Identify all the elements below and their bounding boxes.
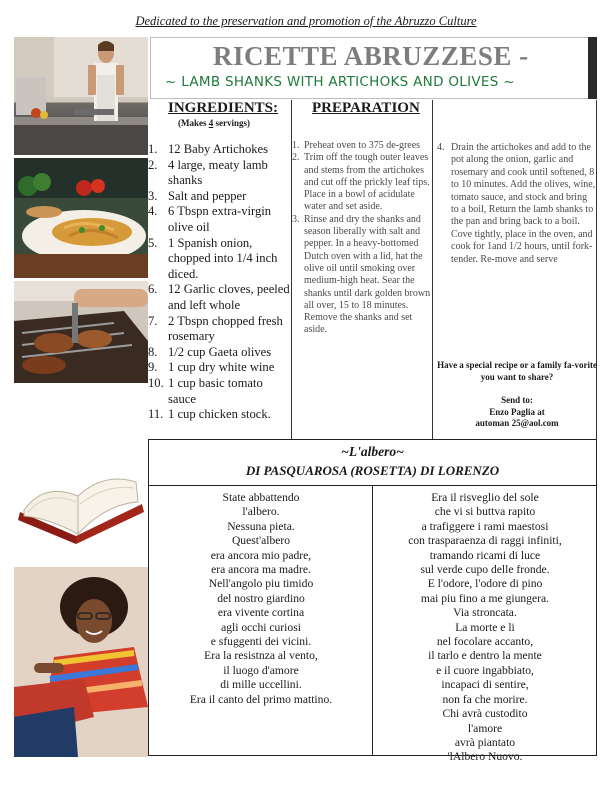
poem-line: mai piu fino a me giungera. xyxy=(420,591,550,605)
poem-line: tramando ricami di luce xyxy=(429,548,541,562)
grilling-meat-photo xyxy=(14,281,148,383)
list-item: 4. 6 Tbspn extra-virgin olive oil xyxy=(148,204,272,234)
poem-title: ~L'albero~ xyxy=(341,444,404,459)
poem-line: Era la resistnza al vento, xyxy=(204,649,318,663)
poem-header xyxy=(148,439,597,486)
poem-left-column xyxy=(152,491,370,707)
servings-note xyxy=(178,118,250,128)
pasta-dish-photo xyxy=(14,158,148,278)
preparation-continued xyxy=(437,142,597,266)
poem-line: l'albero. xyxy=(242,505,280,519)
dedication-line: Dedicated to the preservation and promotion of the Abruzzo Culture xyxy=(135,14,477,28)
decorative-bar xyxy=(588,37,597,99)
list-item: 5. 1 Spanish onion, chopped into 1/4 inch diced. xyxy=(148,235,278,281)
poem-line: era ancora mio padre, xyxy=(210,548,312,562)
poem-line: con trasparaenza di raggi infiniti, xyxy=(408,534,562,548)
poem-line: Era il canto del primo mattino. xyxy=(189,692,333,706)
preparation-column xyxy=(292,100,432,438)
poem-line: Era il risveglio del sole xyxy=(431,491,539,504)
list-item: 3. Salt and pepper xyxy=(148,188,247,203)
list-item: 1. 12 Baby Artichokes xyxy=(148,142,269,156)
poem-line: sul verde cupo delle fronde. xyxy=(420,563,550,577)
ingredients-heading: INGREDIENTS: xyxy=(168,100,279,116)
poem-line: del nostro giardino xyxy=(217,591,305,605)
preparation-heading: PREPARATION xyxy=(312,100,420,116)
poem-line: il tarlo e dentro la mente xyxy=(428,649,542,663)
send-to-label: Send to: xyxy=(501,395,533,405)
poem-right-column xyxy=(375,491,595,765)
poem-line: di mille uccellini. xyxy=(220,678,302,692)
poem-line: e il cuore ingabbiato, xyxy=(436,663,534,677)
poem-line: non fa che morire. xyxy=(442,692,528,706)
list-item: 11. 1 cup chicken stock. xyxy=(148,407,271,422)
poem-line: nel focolare accanto, xyxy=(436,635,534,649)
woman-reading-photo xyxy=(14,567,148,757)
preparation-steps xyxy=(292,140,432,337)
column-divider xyxy=(432,100,433,439)
poem-line: 'lAlbero Nuovo. xyxy=(447,750,523,764)
servings-prefix: (Makes xyxy=(178,118,209,128)
poem-line: l'amore xyxy=(467,721,503,735)
list-item: 6. 12 Garlic cloves, peeled and left whole xyxy=(148,282,290,312)
list-item: 7. 2 Tbspn chopped fresh rosemary xyxy=(148,313,283,344)
poem-line: Quest'albero xyxy=(231,534,291,548)
poem-divider xyxy=(372,486,373,756)
share-recipe-note xyxy=(437,360,597,430)
poem-line: il luogo d'amore xyxy=(223,663,299,677)
poem-line: incapaci di sentire, xyxy=(441,678,529,692)
list-item: 2. Trim off the tough outer leaves and stems from the artichokes and cut off the prickly leaf tips. Place in a bowl of acidulate water and set aside. xyxy=(292,152,430,213)
title-banner xyxy=(150,37,597,99)
list-item: 2. 4 large, meaty lamb shanks xyxy=(148,157,268,188)
ingredients-column xyxy=(148,100,290,438)
recipe-subtitle: ~ LAMB SHANKS WITH ARTICHOKS AND OLIVES ~ xyxy=(165,74,515,90)
servings-count: 4 xyxy=(208,118,214,128)
poem-line: agli occhi curiosi xyxy=(221,620,301,634)
share-prompt: Have a special recipe or a family fa-vorite you want to share? xyxy=(437,360,597,382)
list-item: 10. 1 cup basic tomato sauce xyxy=(148,375,263,406)
woman-cooking-photo xyxy=(14,37,148,155)
list-item: 8. 1/2 cup Gaeta olives xyxy=(148,344,272,359)
poem-line: a trafiggere i rami maestosi xyxy=(421,519,549,533)
servings-suffix: servings) xyxy=(213,118,250,128)
contact-email[interactable]: automan 25@aol.com xyxy=(475,418,559,428)
list-item: 9. 1 cup dry white wine xyxy=(148,360,275,375)
page-title: RICETTE ABRUZZESE - xyxy=(213,41,529,71)
poem-line: Via stroncata. xyxy=(453,606,517,620)
poem-line: era ancora ma madre. xyxy=(211,563,311,577)
poem-line: State abbattendo xyxy=(222,491,300,504)
contact-name: Enzo Paglia at xyxy=(489,406,545,417)
open-book-icon xyxy=(14,452,148,547)
poem-line: e sfuggenti dei vicini. xyxy=(210,635,312,649)
list-item: 3. Rinse and dry the shanks and season liberally with salt and pepper. In a heavy-bottomed Dutch oven with a lid, hat the olive oil until smoking over medium-high heat. Sear the shanks until dark golden brown all over, 15 to 18 minutes. Remove the shanks and set aside. xyxy=(292,213,431,336)
poem-line: avrà piantato xyxy=(454,735,516,749)
poem-line: che vi si buttva rapito xyxy=(434,505,536,519)
poem-line: E l'odore, l'odore di pino xyxy=(427,577,543,591)
poem-author: DI PASQUAROSA (ROSETTA) DI LORENZO xyxy=(245,463,500,478)
poem-line: Nell'angolo piu timido xyxy=(208,577,314,591)
poem-line: La morte e li xyxy=(455,620,515,634)
list-item: 1. Preheat oven to 375 de-grees xyxy=(292,140,421,151)
poem-line: Nessuna pieta. xyxy=(227,519,295,533)
list-item: 4. Drain the artichokes and add to the pot along the onion, garlic and rosemary and cook until softened, 8 to 10 minutes. Add the olives, wine, tomato sauce, and stock and bring to a boil, Return the lamb shanks to the pan and bring back to a boil. Cove tightly, place in the oven, and cook for 1and 1/2 hours, until fork-tender. Re-move and serve xyxy=(437,142,596,265)
poem-line: Chi avrà custodito xyxy=(442,707,528,721)
ingredients-list xyxy=(148,142,293,423)
poem-line: era vivente cortina xyxy=(217,606,305,620)
